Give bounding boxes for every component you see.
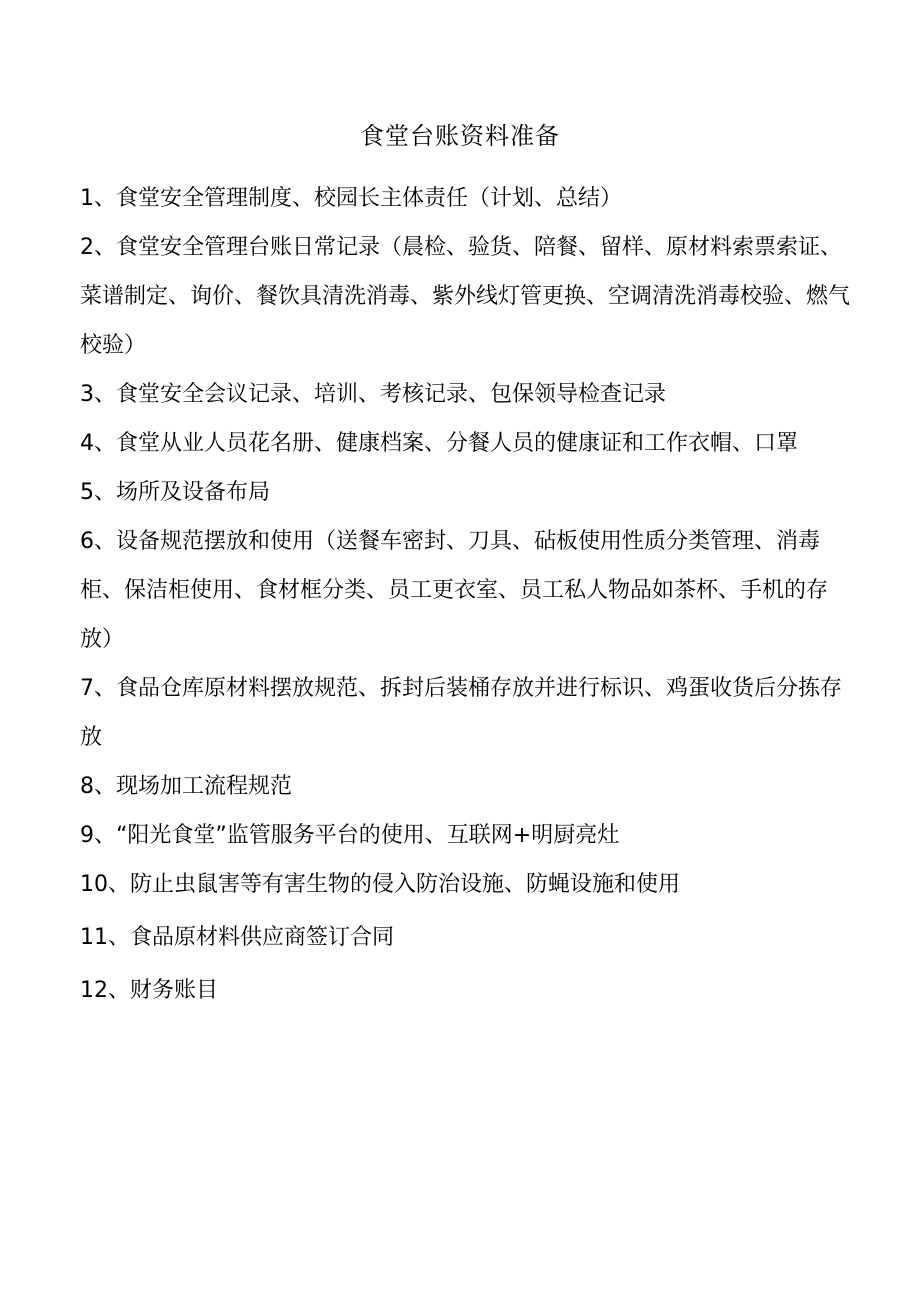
- list-item: 11、食品原材料供应商签订合同: [80, 925, 394, 950]
- list-item: 8、现场加工流程规范: [80, 774, 292, 799]
- list-item: 6、设备规范摆放和使用（送餐车密封、刀具、砧板使用性质分类管理、消毒柜、保洁柜使用、食材框分类、员工更衣室、员工私人物品如茶杯、手机的存放）: [80, 529, 829, 652]
- document-item-list: [80, 174, 860, 1015]
- list-item: 3、食堂安全会议记录、培训、考核记录、包保领导检查记录: [80, 382, 666, 407]
- list-item: 2、食堂安全管理台账日常记录（晨检、验货、陪餐、留样、原材料索票索证、菜谱制定、询价、餐饮具清洗消毒、紫外线灯管更换、空调清洗消毒校验、燃气校验）: [80, 235, 851, 358]
- list-item: 7、食品仓库原材料摆放规范、拆封后装桶存放并进行标识、鸡蛋收货后分拣存放: [80, 676, 842, 750]
- list-item: 1、食堂安全管理制度、校园长主体责任（计划、总结）: [80, 186, 622, 211]
- list-item: 10、防止虫鼠害等有害生物的侵入防治设施、防蝇设施和使用: [80, 872, 680, 897]
- document-title: 食堂台账资料准备: [360, 122, 560, 150]
- list-item: 9、“阳光食堂”监管服务平台的使用、互联网+明厨亮灶: [80, 823, 620, 848]
- list-item: 4、食堂从业人员花名册、健康档案、分餐人员的健康证和工作衣帽、口罩: [80, 431, 798, 456]
- list-item: 12、财务账目: [80, 978, 218, 1003]
- list-item: 5、场所及设备布局: [80, 480, 270, 505]
